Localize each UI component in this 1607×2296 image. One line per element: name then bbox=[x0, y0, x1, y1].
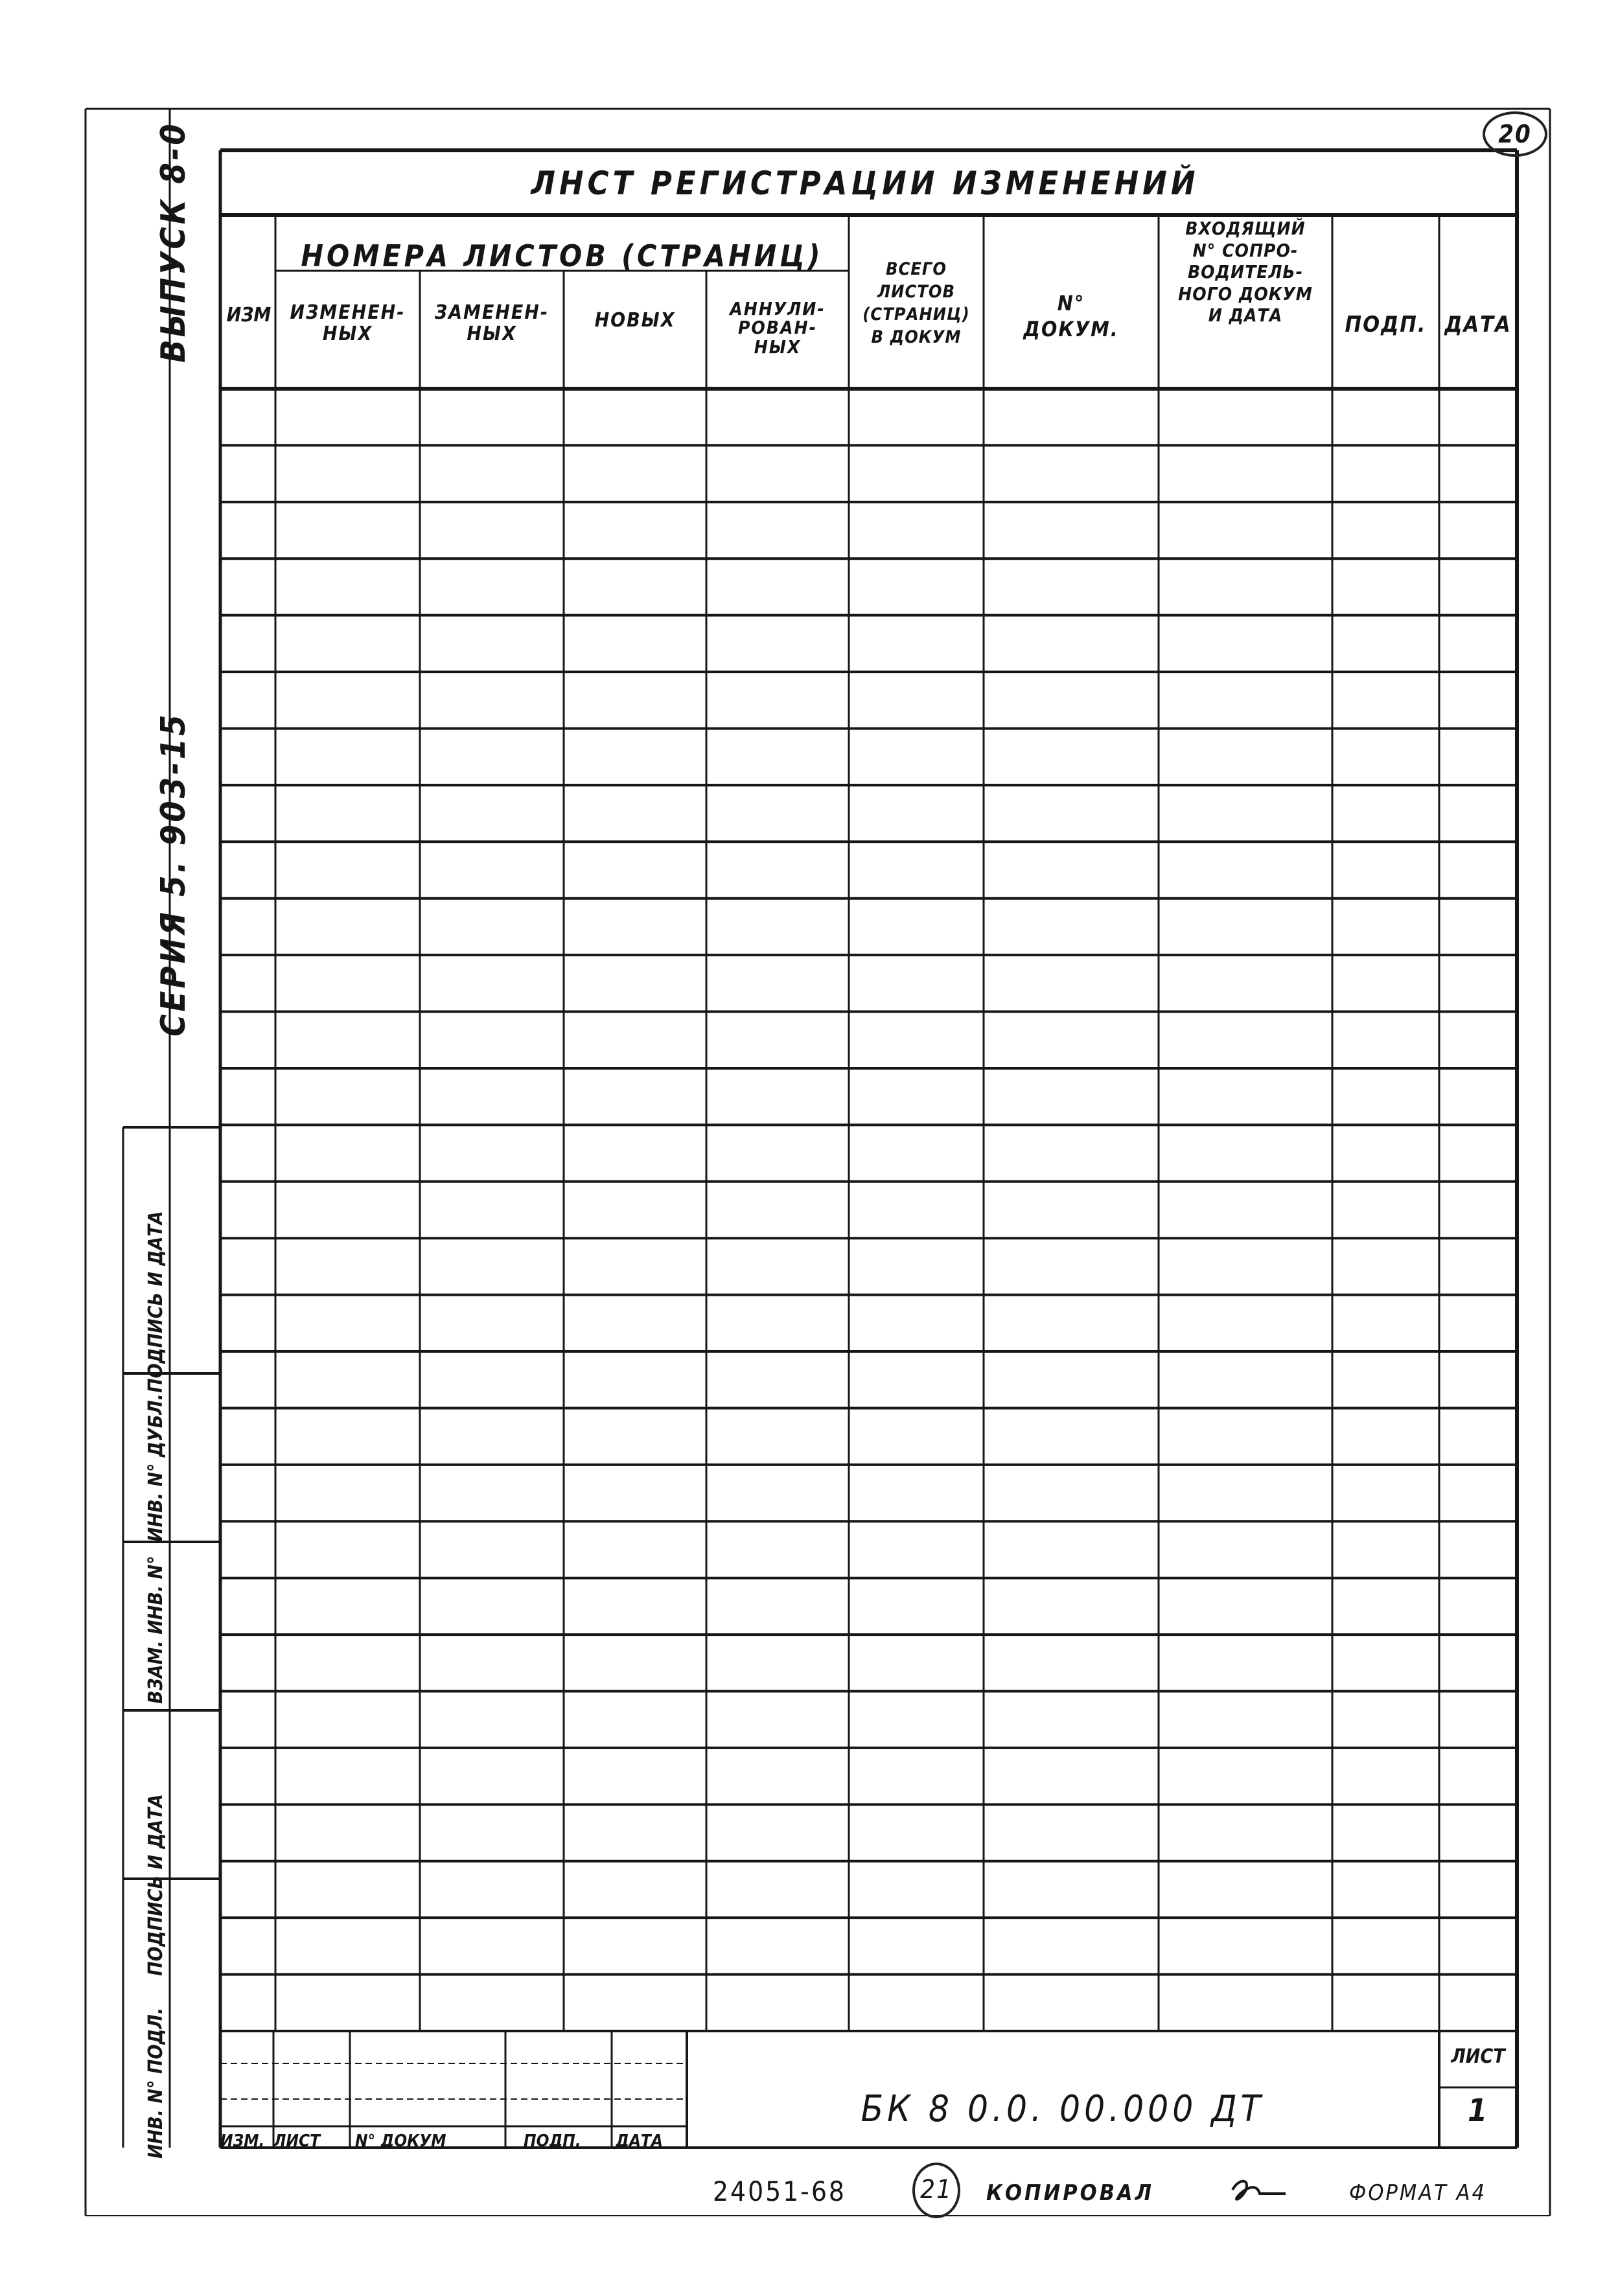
issue-label: ВЫПУСК 8-0 bbox=[154, 121, 193, 363]
sheet-badge-number: 20 bbox=[1498, 120, 1532, 148]
title-block-date: ДАТА bbox=[616, 2131, 663, 2151]
header-group-sheet-numbers: НОМЕРА ЛИСТОВ (СТРАНИЦ) bbox=[301, 238, 824, 273]
header-date: ДАТА bbox=[1444, 312, 1512, 338]
title-block-list: ЛИСТ bbox=[273, 2131, 321, 2151]
header-annulled: АННУЛИ- РОВАН- НЫХ bbox=[730, 298, 826, 358]
stamp-sign-date-1: ПОДПИСЬ И ДАТА bbox=[145, 1794, 167, 1976]
stamp-inv-original: ИНВ. N° ПОДЛ. bbox=[145, 2007, 167, 2159]
title-block-doc-no: N° ДОКУМ bbox=[355, 2131, 446, 2151]
footer-circled-number: 21 bbox=[912, 2163, 960, 2218]
title-block-sheet-label: ЛИСТ bbox=[1451, 2045, 1505, 2068]
series-label: СЕРИЯ 5. 903-15 bbox=[154, 712, 193, 1037]
sheet-badge bbox=[1483, 111, 1547, 157]
header-new: НОВЫХ bbox=[594, 309, 676, 332]
stamp-sign-date-2: ПОДПИСЬ И ДАТА bbox=[145, 1211, 167, 1393]
header-incoming-doc: ВХОДЯЩИЙ N° СОПРО- ВОДИТЕЛЬ- НОГО ДОКУМ И ДАТА bbox=[1178, 218, 1313, 327]
header-doc-number: N° ДОКУМ. bbox=[1023, 291, 1119, 341]
title-block-sign: ПОДП. bbox=[524, 2131, 581, 2151]
footer-copied: КОПИРОВАЛ bbox=[986, 2180, 1154, 2206]
footer-number: 24051-68 bbox=[713, 2175, 846, 2207]
header-signature: ПОДП. bbox=[1345, 312, 1427, 338]
stamp-replaced-inv: ВЗАМ. ИНВ. N° bbox=[145, 1556, 167, 1704]
header-changed: ИЗМЕНЕН- НЫХ bbox=[290, 301, 406, 345]
header-total-sheets: ВСЕГО ЛИСТОВ (СТРАНИЦ) В ДОКУМ bbox=[862, 259, 970, 348]
title-block-izm: ИЗМ. bbox=[220, 2131, 265, 2151]
title-block-sheet-number: 1 bbox=[1467, 2093, 1489, 2129]
document-designation: БК 8 0.0. 00.000 ДТ bbox=[861, 2088, 1265, 2130]
header-replaced: ЗАМЕНЕН- НЫХ bbox=[434, 301, 549, 345]
stamp-inv-duplicate: ИНВ. N° ДУБЛ. bbox=[145, 1394, 167, 1542]
footer-format: ФОРМАТ А4 bbox=[1349, 2180, 1486, 2206]
form-title: ЛНСТ РЕГИСТРАЦИИ ИЗМЕНЕНИЙ bbox=[531, 165, 1199, 202]
header-izm: ИЗМ bbox=[226, 304, 272, 327]
